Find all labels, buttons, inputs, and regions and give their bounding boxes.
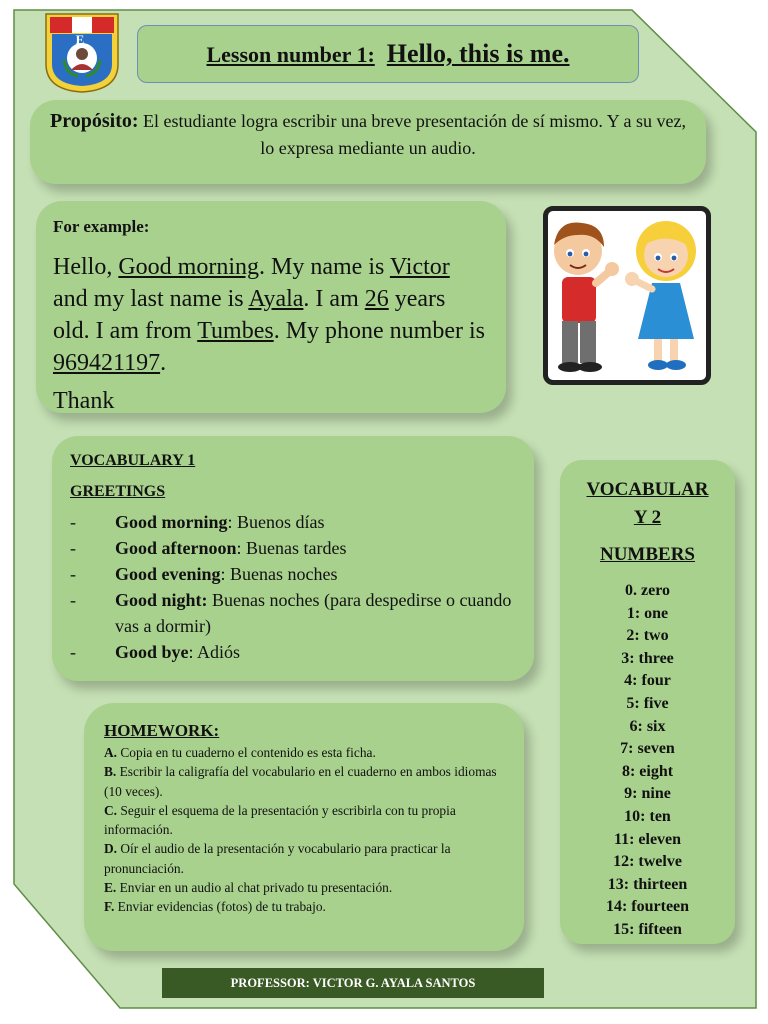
greeting-separator: :: [227, 512, 238, 532]
vocabulary2-title-line2: Y 2: [633, 507, 662, 528]
number-item: 10: ten: [624, 807, 671, 825]
lesson-label: Lesson number 1:: [206, 42, 375, 67]
homework-list: [104, 743, 504, 917]
example-cut-text: Thank: [53, 388, 115, 413]
lesson-title-box: [137, 25, 639, 83]
homework-item: [104, 839, 504, 878]
homework-title: HOMEWORK:: [104, 721, 220, 740]
purpose-label: Propósito:: [50, 110, 139, 132]
school-logo: [44, 12, 120, 94]
lesson-name: Hello, this is me.: [386, 39, 570, 68]
greeting-meaning: Buenas noches (para despedirse o cuando vas a dormir): [115, 590, 512, 636]
example-text-segment: and my last name is: [53, 286, 249, 312]
lesson-title: [206, 39, 569, 69]
example-text-segment: .: [160, 350, 167, 376]
homework-letter: C.: [104, 802, 118, 818]
greeting-item: [70, 535, 516, 561]
kids-illustration: [543, 206, 711, 385]
greeting-meaning: Adiós: [197, 642, 241, 662]
greeting-meaning: Buenas noches: [230, 564, 338, 584]
number-item: 5: five: [626, 694, 669, 712]
greeting-item: [70, 509, 516, 535]
homework-letter: E.: [104, 880, 117, 896]
logo-text: I E: [75, 16, 103, 47]
greeting-term: Good evening: [115, 564, 221, 584]
greeting-term: Good afternoon: [115, 538, 237, 558]
greeting-term: Good bye: [115, 642, 189, 662]
purpose-text: El estudiante logra escribir una breve presentación de sí mismo. Y a su vez, lo expresa mediante un audio.: [143, 111, 687, 158]
number-item: 15: fifteen: [613, 920, 682, 938]
example-text-segment: years old. I am from: [53, 286, 446, 344]
greeting-item: [70, 639, 516, 665]
numbers-subtitle: NUMBERS: [599, 544, 695, 565]
professor-footer: PROFESSOR: VICTOR G. AYALA SANTOS: [162, 968, 544, 998]
number-item: 12: twelve: [613, 853, 682, 871]
homework-letter: D.: [104, 841, 118, 857]
number-item: 2: two: [626, 627, 669, 645]
homework-letter: F.: [104, 899, 115, 915]
homework-text: Enviar evidencias (fotos) de tu trabajo.: [114, 899, 326, 915]
example-text-segment: . My name is: [259, 254, 390, 280]
example-filled-blank: Tumbes: [197, 318, 274, 344]
numbers-list: [560, 580, 735, 942]
example-label: For example:: [53, 217, 150, 236]
homework-text: Enviar en un audio al chat privado tu presentación.: [116, 880, 393, 896]
homework-item: [104, 743, 504, 762]
greeting-term: Good morning: [115, 512, 228, 532]
list-dash: -: [70, 538, 76, 558]
number-item: 4: four: [624, 672, 671, 690]
vocabulary2-box: [560, 460, 735, 944]
number-item: 13: thirteen: [607, 875, 688, 893]
vocabulary1-box: [52, 436, 534, 681]
example-filled-blank: Ayala: [248, 286, 304, 312]
number-item: 11: eleven: [613, 830, 682, 848]
greeting-separator: :: [188, 642, 198, 662]
example-filled-blank: 969421197: [53, 350, 161, 376]
homework-text: Copia en tu cuaderno el contenido es esta ficha.: [117, 745, 376, 760]
vocabulary2-title-line1: VOCABULAR: [586, 479, 709, 500]
purpose-box: [30, 100, 706, 184]
greeting-term: Good night:: [115, 590, 208, 610]
list-dash: -: [70, 590, 76, 610]
number-item: 14: fourteen: [605, 898, 690, 916]
homework-box: [84, 703, 524, 951]
greeting-item: [70, 561, 516, 587]
list-dash: -: [70, 642, 76, 662]
greetings-list: [70, 509, 516, 665]
list-dash: -: [70, 564, 76, 584]
example-text-segment: . I am: [303, 286, 365, 312]
example-box: [36, 201, 506, 413]
example-filled-blank: 26: [364, 286, 389, 312]
example-filled-blank: Good morning: [118, 254, 259, 280]
greeting-meaning: Buenas tardes: [246, 538, 347, 558]
example-paragraph: [53, 251, 488, 379]
number-item: 7: seven: [620, 740, 675, 758]
number-item: 8: eight: [621, 762, 674, 780]
homework-letter: B.: [104, 764, 117, 780]
number-item: 3: three: [621, 649, 674, 667]
homework-text: Escribir la caligrafía del vocabulario en el cuaderno en ambos idiomas (10 veces).: [104, 764, 497, 799]
number-item: 1: one: [626, 604, 669, 622]
greeting-separator: :: [220, 564, 231, 584]
greetings-subtitle: GREETINGS: [70, 483, 166, 500]
homework-item: [104, 878, 504, 897]
example-text-segment: Hello,: [53, 254, 119, 280]
example-filled-blank: Victor: [389, 254, 450, 280]
list-dash: -: [70, 512, 76, 532]
homework-item: [104, 762, 504, 801]
number-item: 6: six: [629, 717, 666, 735]
homework-letter: A.: [104, 745, 118, 760]
greeting-item: [70, 587, 516, 639]
number-item: 9: nine: [624, 785, 671, 803]
homework-text: Oír el audio de la presentación y vocabulario para practicar la pronunciación.: [104, 841, 451, 876]
greeting-meaning: Buenos días: [237, 512, 325, 532]
greeting-separator: :: [236, 538, 247, 558]
homework-text: Seguir el esquema de la presentación y escribirla con tu propia información.: [104, 802, 456, 838]
homework-item: [104, 801, 504, 840]
number-item: 0. zero: [624, 582, 670, 599]
homework-item: [104, 897, 504, 916]
example-text-segment: . My phone number is: [273, 318, 485, 344]
vocabulary1-title: VOCABULARY 1: [70, 452, 196, 469]
